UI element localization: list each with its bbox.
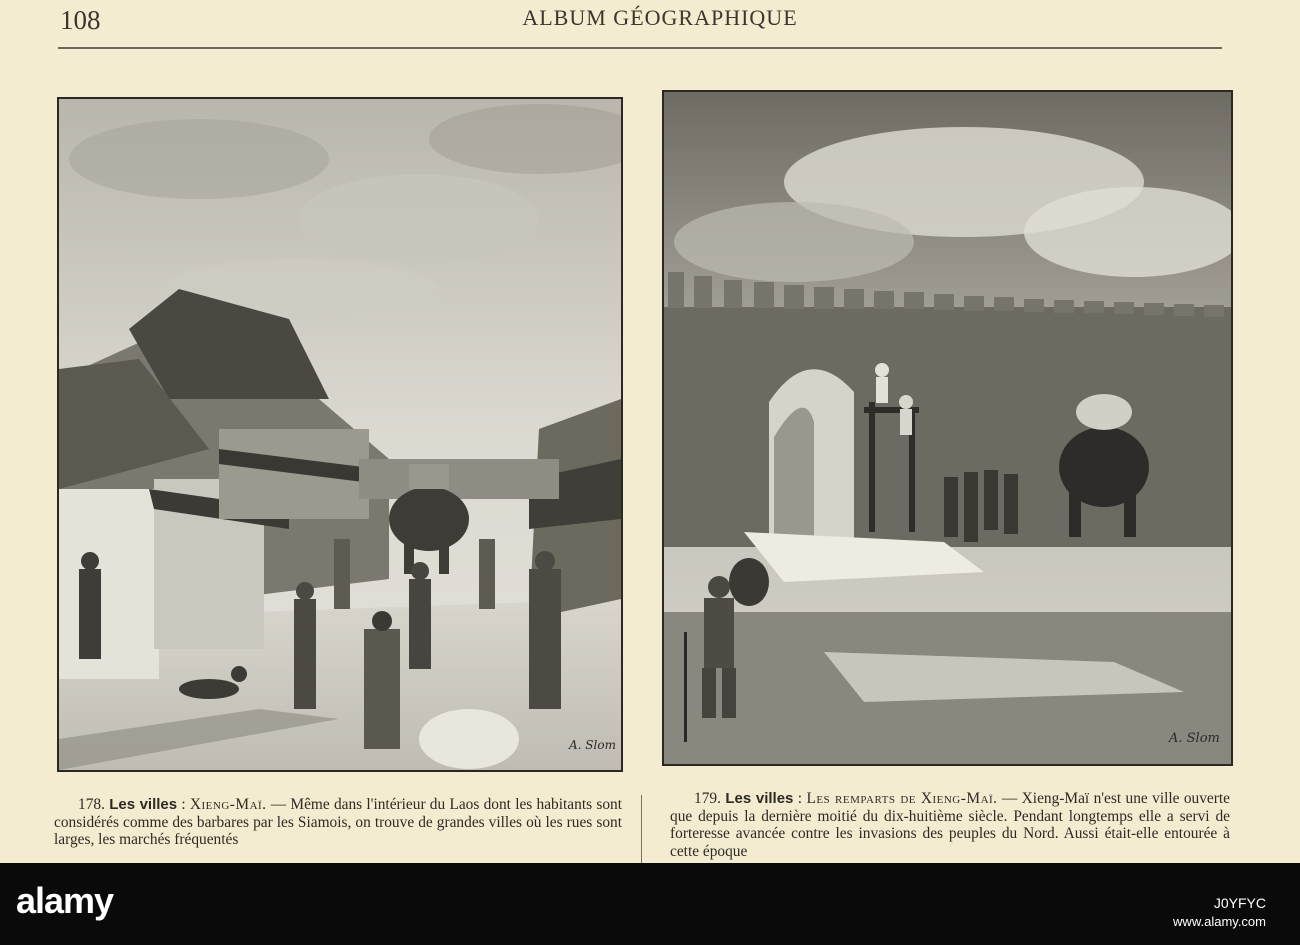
artist-signature: A. Slom <box>1169 731 1220 746</box>
caption-number: 179. <box>694 790 721 807</box>
column-rule <box>641 795 642 863</box>
caption-body: — Xieng-Maï n'est une ville ouverte que depuis la dernière moitié du dix-huitième siècle. Pendant longtemps elle a servi de forteresse avancée contre les invasions des peuples du Nord. Aussi était-elle entourée à cette époque <box>670 790 1231 860</box>
caption-keyword: Les villes <box>725 790 794 807</box>
caption-178 <box>54 796 622 849</box>
stock-url: www.alamy.com <box>1173 914 1266 929</box>
caption-keyword: Les villes <box>109 796 178 813</box>
street-scene-engraving <box>59 99 621 770</box>
illustration-street-scene <box>57 97 623 772</box>
caption-number: 178. <box>78 796 105 813</box>
header-rule <box>58 47 1222 49</box>
page-number: 108 <box>60 5 101 35</box>
artist-signature: A. Slom <box>569 738 616 752</box>
ramparts-engraving <box>664 92 1231 764</box>
caption-place: Xieng-Maï. <box>189 796 267 813</box>
stock-brand-logo: alamy <box>16 880 114 921</box>
running-title: ALBUM GÉOGRAPHIQUE <box>522 5 798 30</box>
caption-place: Les remparts de Xieng-Maï. <box>806 790 998 807</box>
illustration-ramparts <box>662 90 1233 766</box>
caption-separator: : <box>177 796 190 813</box>
caption-separator: : <box>793 790 807 807</box>
stock-footer-band <box>0 863 1300 945</box>
caption-body: — Même dans l'intérieur du Laos dont les habitants sont considérés comme des barbares par les Siamois, on trouve de grandes villes où les rues sont larges, les marchés fréquentés <box>54 796 622 848</box>
caption-179 <box>670 790 1230 860</box>
image-code: J0YFYC <box>1213 895 1266 911</box>
